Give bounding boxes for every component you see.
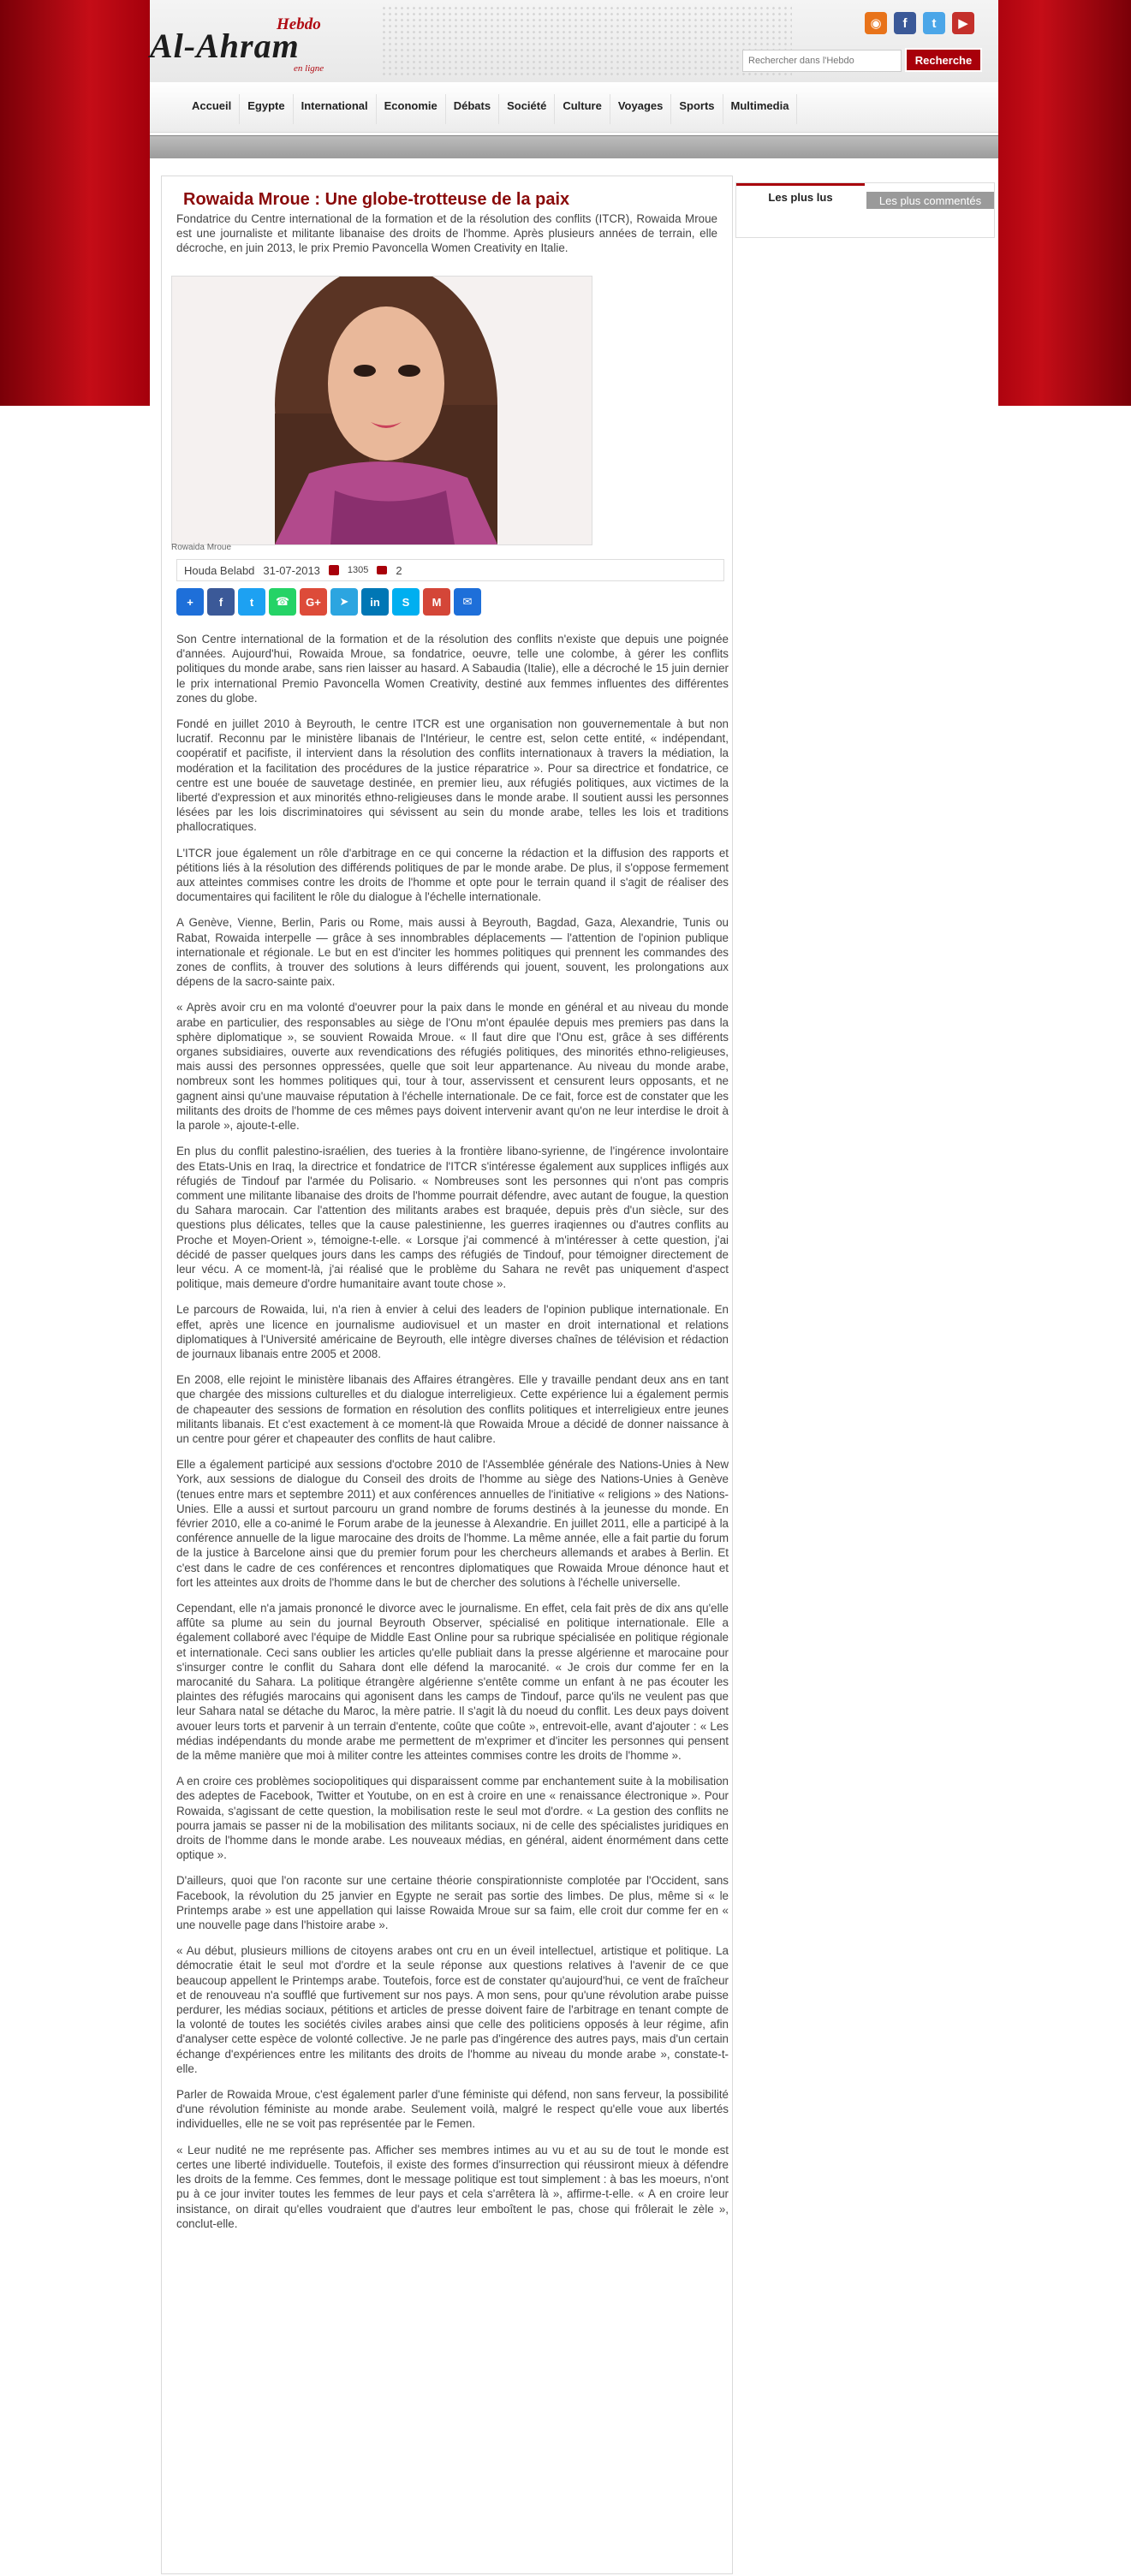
article-container	[161, 176, 733, 2574]
nav-item-culture[interactable]: Culture	[555, 94, 610, 124]
article-title: Rowaida Mroue : Une globe-trotteuse de la paix	[183, 190, 570, 209]
search-button[interactable]: Recherche	[905, 48, 982, 72]
views-count: 1305	[347, 565, 369, 575]
twitter-icon[interactable]: t	[238, 588, 265, 616]
email-icon[interactable]: ✉	[454, 588, 481, 616]
share-bar	[176, 588, 481, 616]
tab-most-commented[interactable]: Les plus commentés	[866, 192, 994, 209]
world-map-dots	[381, 5, 792, 77]
article-paragraph: Son Centre international de la formation et de la résolution des conflits n'existe que depuis une poignée d'années. Aujourd'hui, Rowaida Mroue, sa fondatrice, oeuvre, telle une colombe, à gérer les conflits politiques du monde arabe, sans rien laisser au hasard. A Sabaudia (Italie), elle a décroché le 15 juin dernier le prix international Premio Pavoncella Women Creativity, destiné aux femmes influentes des différentes zones du globe.	[176, 633, 729, 705]
photo-caption: Rowaida Mroue	[171, 543, 232, 552]
article-paragraph: A Genève, Vienne, Berlin, Paris ou Rome, mais aussi à Beyrouth, Bagdad, Gaza, Alexandrie, Tunis ou Rabat, Rowaida interpelle — grâce à ses innombrables déplacements — l'attention de l'opinion publique internationale et régionale. Le but en est d'inciter les hommes politiques qui prennent les commandes des zones de conflits, à trouver des solutions à leurs différends qui jouent, souvent, les prolongations aux dépens de la sacro-sainte paix.	[176, 916, 729, 989]
site-header	[150, 0, 998, 82]
facebook-icon[interactable]: f	[207, 588, 235, 616]
article-author[interactable]: Houda Belabd	[184, 563, 255, 577]
telegram-icon[interactable]: ➤	[330, 588, 358, 616]
article-paragraph: Le parcours de Rowaida, lui, n'a rien à envier à celui des leaders de l'opinion publique internationale. En effet, après une licence en journalisme audiovisuel et un master en droit international et relations diplomatiques à l'Université américaine de Beyrouth, elle intègre diverses chaînes de télévision et rédaction de journaux libanais entre 2005 et 2008.	[176, 1303, 729, 1360]
right-red-background	[981, 0, 1131, 406]
tab-most-read[interactable]: Les plus lus	[736, 183, 865, 209]
popular-box	[735, 182, 995, 238]
rss-icon[interactable]: ◉	[865, 12, 887, 34]
nav-item-multimedia[interactable]: Multimedia	[723, 94, 798, 124]
article-paragraph: A en croire ces problèmes sociopolitiques qui disparaissent comme par enchantement suite à la mobilisation des adeptes de Facebook, Twitter et Youtube, on en est à croire en une « renaissance électronique ». Pour Rowaida, s'agissant de cette question, la mobilisation reste le seul mot d'ordre. « La gestion des conflits ne pourra jamais se passer ni de la mobilisation des militants sociaux, ni de celle des spécialistes juridiques en droits de l'homme dans le monde arabe. Les nouveaux médias, en général, aident énormément dans cette optique ».	[176, 1775, 729, 1862]
nav-item-socit[interactable]: Société	[499, 94, 555, 124]
article-paragraph: En plus du conflit palestino-israélien, des tueries à la frontière libano-syrienne, de l'ingérence involontaire des Etats-Unis en Iraq, la directrice et fondatrice de l'ITCR s'intéresse également aux supplices infligés aux réfugiés de Tindouf par l'armée du Polisario. « Nombreuses sont les personnes qui n'ont pas compris comment une militante libanaise des droits de l'homme pourrait défendre, avec autant de fougue, la question du Sahara marocain. Car l'attention des militants arabes est braquée, depuis près d'un siècle, sur des questions plus délicates, telles que la cause palestinienne, les guerres iraqiennes ou d'autres conflits au Proche et Moyen-Orient », témoigne-t-elle. « Lorsque j'ai commencé à m'intéresser à cette question, j'ai décidé de passer quelques jours dans les camps des réfugiés de Tindouf, pour témoigner directement de leur vécu. A ce moment-là, j'ai réalisé que le problème du Sahara ne revêt pas uniquement d'aspect politique, mais demeure d'ordre humanitaire avant toute chose ».	[176, 1145, 729, 1291]
gmail-icon[interactable]: M	[423, 588, 450, 616]
comments-icon[interactable]	[377, 566, 387, 574]
comments-count[interactable]: 2	[396, 563, 402, 577]
main-navigation	[150, 82, 998, 133]
googleplus-icon[interactable]: G+	[300, 588, 327, 616]
nav-item-voyages[interactable]: Voyages	[610, 94, 672, 124]
nav-item-sports[interactable]: Sports	[671, 94, 723, 124]
nav-item-dbats[interactable]: Débats	[446, 94, 499, 124]
left-red-background	[0, 0, 150, 406]
article-lead: Fondatrice du Centre international de la formation et de la résolution des conflits (ITCR), Rowaida Mroue est une journaliste et militante libanaise des droits de l'homme. Après plusieurs années de terrain, elle décroche, en juin 2013, le prix Premio Pavoncella Women Creativity en Italie.	[176, 212, 717, 254]
page-frame	[150, 0, 998, 2576]
gray-separator-bar	[150, 135, 998, 158]
logo-main-text: Al-Ahram	[150, 27, 300, 65]
article-photo	[171, 276, 592, 545]
nav-item-egypte[interactable]: Egypte	[240, 94, 293, 124]
skype-icon[interactable]: S	[392, 588, 420, 616]
logo-tag-text: en ligne	[294, 63, 324, 74]
portrait-image	[172, 277, 592, 544]
article-paragraph: L'ITCR joue également un rôle d'arbitrage en ce qui concerne la rédaction et la diffusion des rapports et pétitions liés à la résolution des différends politiques de par le monde arabe. De plus, il s'oppose fermement aux atteintes commises contre les droits de l'homme et opte pour le terrain quand il s'agit de réaliser des documentaires qui facilitent le rôle du dialogue à l'échelle internationale.	[176, 846, 729, 904]
article-paragraph: Elle a également participé aux sessions d'octobre 2010 de l'Assemblée générale des Nations-Unies à New York, aux sessions de dialogue du Conseil des droits de l'homme au siège des Nations-Unies à Genève (tenues entre mars et septembre 2011) et aux conférences annuelles de l'initiative « religions » des Nations-Unies. Elle a aussi et surtout parcouru un grand nombre de forums destinés à la jeunesse du monde. En février 2010, elle a co-animé le Forum arabe de la jeunesse à Alexandrie. En juillet 2011, elle a participé à la conférence annuelle de la ligue marocaine des droits de l'homme. La même année, elle a fait partie du forum de la justice à Barcelone ainsi que du premier forum pour les chercheurs allemands et arabes à Berlin. Et c'est dans le cadre de ces conférences et rencontres diplomatiques que Rowaida Mroue dénonce haut et fort les atteintes aux droits de l'homme dans le but de chercher des solutions à l'échelle universelle.	[176, 1458, 729, 1589]
whatsapp-icon[interactable]: ☎	[269, 588, 296, 616]
views-icon	[329, 565, 339, 575]
article-paragraph: « Au début, plusieurs millions de citoyens arabes ont cru en un éveil intellectuel, artistique et politique. La démocratie était le seul mot d'ordre et la seule réponse aux questions relatives à l'avenir de ce que beaucoup appellent le Printemps arabe. Toutefois, force est de constater qu'aujourd'hui, ce vent de fraîcheur et de renouveau n'a soufflé que furtivement sur nos pays. A mon sens, pour qu'une révolution arabe puisse perdurer, les médias sociaux, pétitions et articles de presse doivent faire de l'arbitrage en tenant compte de la volonté de toutes les sociétés civiles arabes ainsi que celle des politiciens opposés à leur régime, afin d'analyser cette espèce de volonté collective. Je ne parle pas d'ingérence des autres pays, mais d'un certain échange d'expériences entre les militants des droits de l'homme au niveau du monde arabe », constate-t-elle.	[176, 1944, 729, 2075]
facebook-icon[interactable]: f	[894, 12, 916, 34]
site-logo[interactable]	[150, 12, 355, 72]
linkedin-icon[interactable]: in	[361, 588, 389, 616]
nav-item-economie[interactable]: Economie	[377, 94, 446, 124]
article-paragraph: D'ailleurs, quoi que l'on raconte sur une certaine théorie conspirationniste complotée par l'Occident, sans Facebook, la révolution du 25 janvier en Egypte ne serait pas sortie des limbes. De plus, même si « le Printemps arabe » est une appellation qui laisse Rowaida Mroue sur sa faim, elle croit dur comme fer en « une nouvelle page dans l'histoire arabe ».	[176, 1874, 729, 1932]
article-paragraph: Cependant, elle n'a jamais prononcé le divorce avec le journalisme. En effet, cela fait près de dix ans qu'elle affûte sa plume au sein du journal Beyrouth Observer, spécialisé en politique internationale. Elle a également collaboré avec l'équipe de Middle East Online pour sa rubrique spécialisée en politique régionale et internationale. Ceci sans oublier les articles qu'elle publiait dans la presse algérienne et marocaine pour s'insurger contre le conflit du Sahara dont elle défend la marocanité. « Je crois dur comme fer en la marocanité du Sahara. La politique étrangère algérienne s'entête comme un enfant à ne pas écouter les plaintes des réfugiés marocains qui agonisent dans les camps de Tindouf, parce qu'ils ne veulent pas que leur Sahara natal se détache du Maroc, la mère patrie. Il s'agit là du noeud du conflit. Les deux pays doivent avouer leurs torts et parvenir à un terrain d'entente, coûte que coûte », entrevoit-elle, avant d'ajouter : « Les médias indépendants du monde arabe me permettent de m'exprimer et d'inciter les personnes qui pensent de la même manière que moi à militer contre les atteintes commises contre les droits de l'homme ».	[176, 1601, 729, 1763]
article-body	[176, 632, 729, 2242]
addthis-share-icon[interactable]: +	[176, 588, 204, 616]
search-input[interactable]	[742, 50, 902, 72]
twitter-icon[interactable]: t	[923, 12, 945, 34]
article-paragraph: « Leur nudité ne me représente pas. Afficher ses membres intimes au vu et au su de tout le monde est certes une liberté individuelle. Toutefois, il existe des formes d'insurrection qui réussiront mieux à défendre les droits de la femme. Ces femmes, dont le message politique est tout simplement : à bas les moeurs, n'ont pu à ce jour inviter toutes les femmes de leur pays et cela s'arrêtera là », affirme-t-elle. « A en croire leur insistance, on dirait qu'elles voudraient que d'autres leur emboîtent le pas, chose qui frôlerait le zèle », conclut-elle.	[176, 2143, 729, 2230]
article-paragraph: « Après avoir cru en ma volonté d'oeuvrer pour la paix dans le monde en général et au niveau du monde arabe en particulier, des responsables au siège de l'Onu m'ont épaulée depuis mes premiers pas dans la sphère diplomatique », se souvient Rowaida Mroue. « Il faut dire que l'Onu est, grâce à ses différents organes subsidiaires, ouverte aux revendications des réfugiés politiques, des minorités ethno-religieuses, mais aussi des personnes oppressées, quelle que soit leur appartenance. Au niveau du monde arabe, nombreux sont les hommes politiques qui, tour à tour, asservissent et censurent leurs opposants, et ne gagnent ainsi qu'une mauvaise réputation à l'échelle internationale. De ce fait, force est de constater que les militants des droits de l'homme de ces mêmes pays doivent intervenir avant qu'on ne leur interdise le droit à la parole », ajoute-t-elle.	[176, 1001, 729, 1133]
article-paragraph: En 2008, elle rejoint le ministère libanais des Affaires étrangères. Elle y travaille pendant deux ans en tant que chargée des missions culturelles et du dialogue interreligieux. Cette expérience lui a également permis de chapeauter des sessions de formation en résolution des conflits politiques et interreligieux entre jeunes militants libanais. Et c'est exactement à ce moment-là que Rowaida Mroue a décidé de donner naissance à un centre pour gérer et chapeauter des conflits de haut calibre.	[176, 1373, 729, 1445]
nav-item-accueil[interactable]: Accueil	[184, 94, 240, 124]
article-date: 31-07-2013	[263, 563, 320, 577]
social-links	[865, 12, 974, 34]
nav-item-international[interactable]: International	[294, 94, 377, 124]
article-paragraph: Parler de Rowaida Mroue, c'est également parler d'une féministe qui défend, non sans ferveur, la possibilité d'une révolution féministe au monde arabe. Seulement voilà, malgré le respect qu'elle voue aux libertés individuelles, elle ne se voit pas représentée par le Femen.	[176, 2088, 729, 2131]
logo-sub-text: Hebdo	[277, 15, 321, 33]
article-meta	[176, 559, 724, 581]
article-paragraph: Fondé en juillet 2010 à Beyrouth, le centre ITCR est une organisation non gouvernementale à but non lucratif. Reconnu par le ministère libanais de l'Intérieur, le centre est, selon cette entité, « indépendant, coopératif et pacifiste, il intervient dans la résolution des conflits internationaux à travers la médiation, la modération et la facilitation des procédures de la justice réparatrice ». Pour sa directrice et fondatrice, ce centre est une bouée de sauvetage destinée, en premier lieu, aux réfugiés politiques, aux victimes de la liberté d'expression et aux minorités ethno-religieuses dans le monde arabe. Il soutient aussi les personnes lésées par les lois discriminatoires qui sévissent au sein du monde arabe, telles les lois et traditions phallocratiques.	[176, 717, 729, 834]
youtube-icon[interactable]: ▶	[952, 12, 974, 34]
